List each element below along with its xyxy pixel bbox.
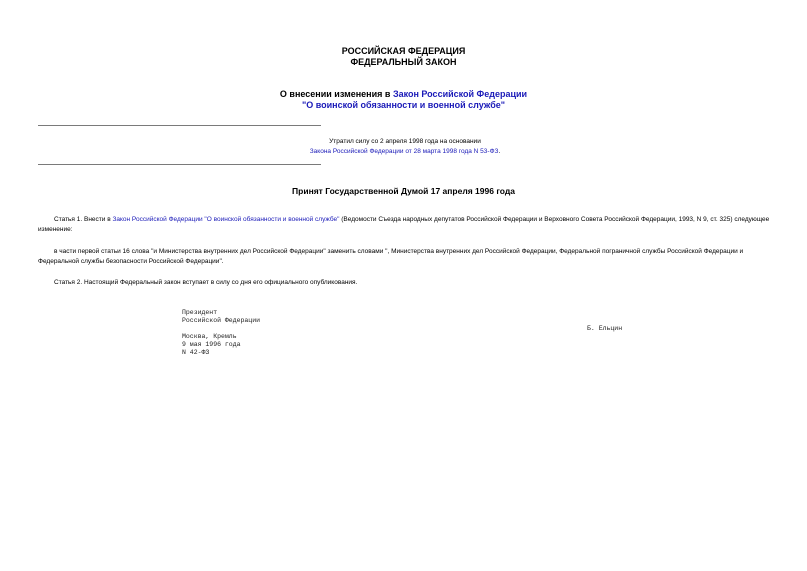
- divider-top: [38, 125, 321, 126]
- repeal-notice-text: Утратил силу со 2 апреля 1998 года на основании: [329, 138, 481, 145]
- article-1: [38, 215, 773, 235]
- signature-position-line2: Российской Федерации: [182, 317, 261, 325]
- article-1-prefix: Статья 1. Внести в: [54, 216, 113, 223]
- signature-position: [182, 309, 260, 325]
- repeal-notice: [270, 137, 540, 157]
- article-1-law-link[interactable]: Закон Российской Федерации "О воинской обязанности и военной службе": [112, 216, 340, 223]
- document-type-heading: ФЕДЕРАЛЬНЫЙ ЗАКОН: [350, 57, 457, 67]
- article-1-change-text: в части первой статьи 16 слова "и Министерства внутренних дел Российской Федерации" заменить словами ", Министерства внутренних дел Российской Федерации, Федеральной пограничной службы Российской Федерации и Федеральной службы безопасности Российской Федерации".: [38, 248, 744, 265]
- signature-details: [182, 333, 241, 358]
- repeal-notice-line2: [270, 147, 540, 157]
- law-title-link-law[interactable]: Закон Российской Федерации: [392, 89, 528, 99]
- law-title-line1: [0, 89, 807, 100]
- repeal-notice-suffix: .: [498, 148, 501, 155]
- law-title-link-name[interactable]: "О воинской обязанности и военной службе": [301, 100, 506, 110]
- signature-number: N 42-ФЗ: [182, 349, 210, 357]
- law-title: [0, 89, 807, 111]
- article-1-suffix: (Ведомости Съезда народных депутатов Российской Федерации и Верховного Совета Российской Федерации, 1993, N 9, ст. 325) следующее изменение:: [38, 216, 770, 233]
- article-2: Статья 2. Настоящий Федеральный закон вступает в силу со дня его официального опубликования.: [54, 279, 358, 286]
- law-title-prefix: О внесении изменения в: [279, 89, 393, 99]
- signature-place: Москва, Кремль: [182, 333, 237, 340]
- divider-bottom: [38, 164, 321, 165]
- header-block: [0, 46, 807, 68]
- adoption-line: Принят Государственной Думой 17 апреля 1996 года: [292, 186, 515, 196]
- repeal-notice-link[interactable]: Закона Российской Федерации от 28 марта 1998 года N 53-ФЗ: [309, 148, 499, 155]
- signature-position-line1: Президент: [182, 309, 218, 316]
- country-heading: РОССИЙСКАЯ ФЕДЕРАЦИЯ: [341, 46, 466, 56]
- signature-date: 9 мая 1996 года: [182, 341, 241, 349]
- signature-name: Б. Ельцин: [587, 325, 623, 332]
